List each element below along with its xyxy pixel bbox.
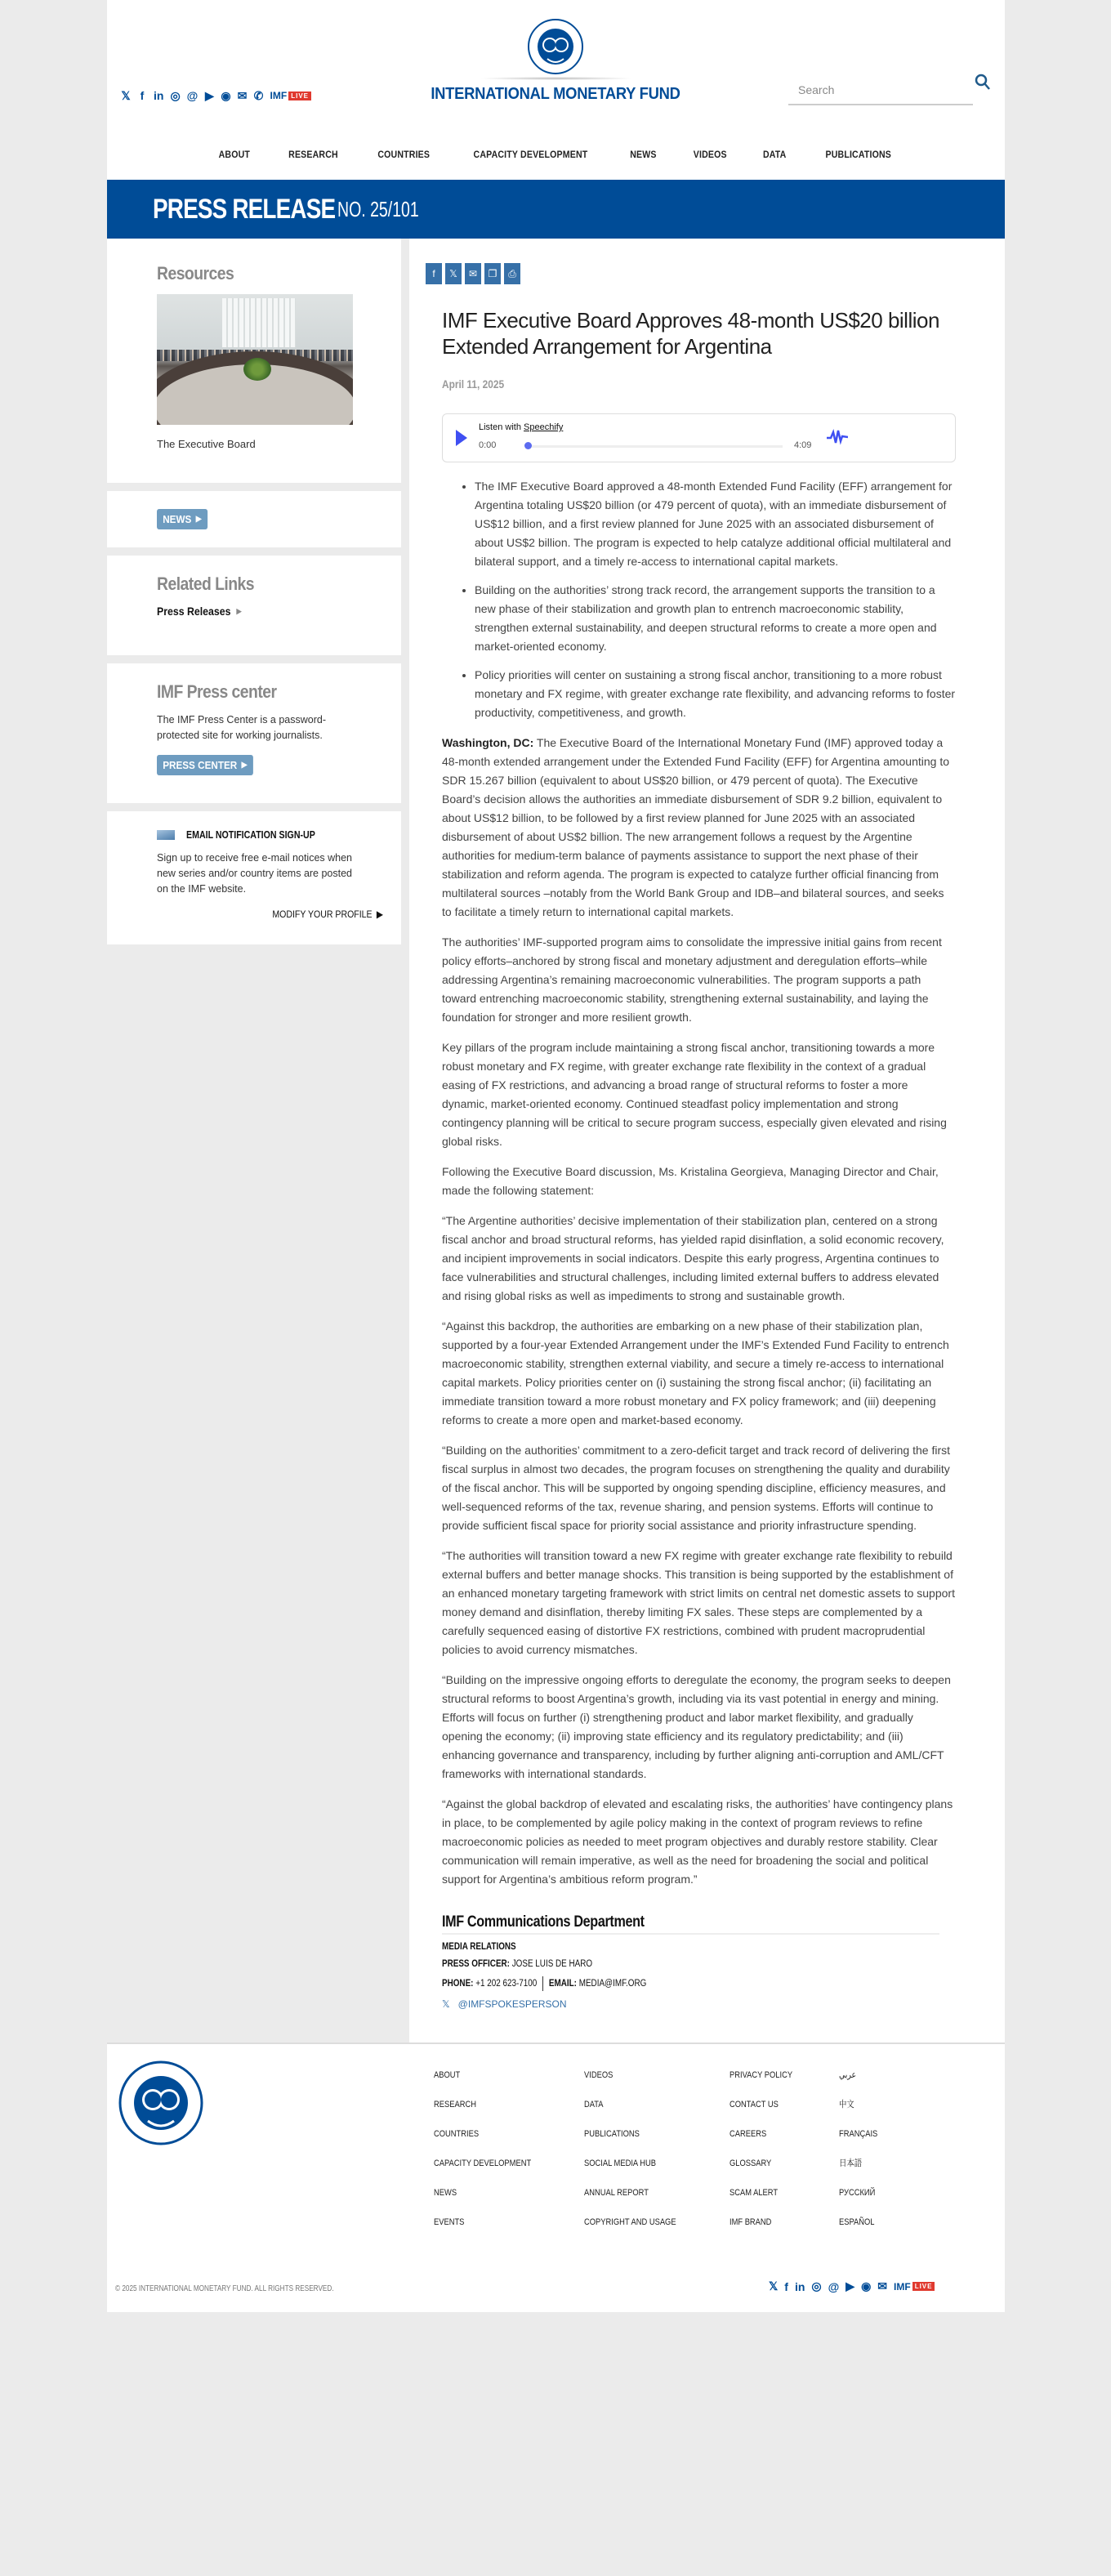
press-center-heading: IMF Press center bbox=[157, 681, 277, 702]
press-officer-name: JOSE LUIS DE HARO bbox=[509, 1959, 593, 1969]
press-center-box bbox=[107, 663, 401, 803]
article-main bbox=[409, 239, 1005, 2042]
facebook-icon[interactable]: f bbox=[784, 2279, 788, 2293]
media-relations bbox=[442, 1942, 884, 1952]
footer-social-links bbox=[769, 2279, 935, 2293]
listen-with-label bbox=[479, 422, 563, 432]
audio-progress-handle[interactable] bbox=[524, 442, 532, 449]
imf-live-link[interactable] bbox=[894, 2281, 935, 2293]
phone-icon[interactable]: ✆ bbox=[253, 89, 264, 102]
phone-label: PHONE: bbox=[442, 1979, 474, 1989]
speechify-player bbox=[442, 413, 956, 462]
modify-profile-link[interactable] bbox=[184, 909, 383, 920]
content-area bbox=[107, 239, 1005, 2042]
photo-caption: The Executive Board bbox=[157, 438, 256, 450]
site-footer bbox=[107, 2042, 1005, 2312]
related-links-heading: Related Links bbox=[157, 574, 255, 594]
linkedin-icon[interactable]: in bbox=[154, 89, 164, 102]
media-relations-label: MEDIA RELATIONS bbox=[442, 1942, 516, 1952]
language-link[interactable]: 中文 bbox=[839, 2100, 854, 2109]
highlight-item: • Building on the authorities’ strong track record, the arrangement supports the transition to a new phase of their stabilization and growth plan to entrench macroeconomic stability, strengthen external sustainability, and deepen structural reforms to create a more open and market-oriented economy. bbox=[475, 581, 956, 656]
footer-link[interactable]: RESEARCH bbox=[434, 2100, 476, 2109]
linkedin-icon[interactable]: in bbox=[794, 2279, 805, 2293]
email-address[interactable]: MEDIA@IMF.ORG bbox=[576, 1979, 647, 1989]
lead-text: The Executive Board of the International Monetary Fund (IMF) approved today a 48-month extended arrangement under the Extended Fund Facility (EFF) for Argentina amounting to SDR 15.267 billion (equivalent to about US$20 billion, or 479 percent of quota). The Executive Board’s decision allows the authorities an immediate disbursement of SDR 9.2 billion, equivalent to about US$12 billion, to be followed by a first review planned for June 2025 with an associated disbursement of about US$2 billion. The new arrangement follows a request by the Argentine authorities for medium-term balance of payments assistance to support the next phase of their stabilization and reform agenda. The program is expected to catalyze further official financing from multilateral sources –notably from the World Bank Group and IDB–and bilateral sources, and seeks to facilitate a timely return to international capital markets. bbox=[442, 736, 950, 918]
main-nav bbox=[107, 149, 1005, 160]
photo-plant bbox=[243, 358, 271, 381]
quote-paragraph: “Against the global backdrop of elevated and escalating risks, the authorities’ have contingency plans in place, to be complemented by agile policy making in the context of program reviews to refine macroeconomic policies as needed to meet program objectives and durably restore stability. Clear communication will remain imperative, as well as the need for broadening the social and political support for Argentina’s ambitious reform program.” bbox=[442, 1797, 953, 1886]
current-time: 0:00 bbox=[479, 440, 497, 450]
communications-contact bbox=[442, 1913, 956, 2010]
header-social-links bbox=[121, 88, 311, 103]
body-paragraph: Key pillars of the program include maintaining a strong fiscal anchor, transitioning towards a more robust monetary and FX regime, with greater exchange rate flexibility in the context of a gradual easing of FX restrictions, and advancing a broad range of structural reforms to foster a more dynamic, market-oriented economy. Continued steadfast policy implementation and strong contingency planning will be critical to secure program success, especially given elevated and rising global risks. bbox=[442, 1041, 947, 1148]
highlights-list bbox=[442, 477, 956, 722]
nav-data[interactable]: DATA bbox=[763, 149, 787, 160]
separator bbox=[542, 1976, 543, 1991]
footer-link[interactable]: COUNTRIES bbox=[434, 2129, 480, 2139]
footer-col-3 bbox=[730, 2069, 804, 2229]
nav-publications[interactable]: PUBLICATIONS bbox=[825, 149, 891, 160]
play-icon[interactable] bbox=[456, 430, 467, 446]
podcast-icon[interactable]: ◉ bbox=[861, 2279, 872, 2293]
youtube-icon[interactable]: ▶ bbox=[846, 2279, 855, 2293]
newsletter-icon[interactable]: ✉ bbox=[877, 2279, 888, 2293]
resources-box bbox=[107, 239, 401, 483]
copyright: © 2025 INTERNATIONAL MONETARY FUND. ALL RIGHTS RESERVED. bbox=[115, 2284, 334, 2293]
imf-live-imf: IMF bbox=[894, 2280, 911, 2293]
news-box bbox=[107, 491, 401, 547]
x-icon[interactable]: 𝕏 bbox=[121, 89, 131, 102]
press-officer-label: PRESS OFFICER: bbox=[442, 1959, 510, 1969]
body-paragraph: The authorities’ IMF-supported program aims to consolidate the impressive initial gains from recent policy efforts–anchored by strong fiscal and monetary adjustment and deregulation efforts–while addressing Argentina’s remaining macroeconomic vulnerabilities. The program supports a path toward entrenching macroeconomic stability, strengthening external sustainability, and laying the foundation for stronger and more resilient growth. bbox=[442, 935, 942, 1024]
print-icon[interactable]: ⎙ bbox=[504, 263, 520, 284]
language-link[interactable]: FRANÇAIS bbox=[839, 2129, 878, 2139]
envelope-icon bbox=[157, 830, 175, 840]
highlight-item: • Policy priorities will center on sustaining a strong fiscal anchor, transitioning to a more robust monetary and FX regime, with greater exchange rate flexibility, and advancing reforms to foster productivity, competitiveness, and growth. bbox=[475, 666, 956, 722]
imf-seal-logo[interactable] bbox=[118, 2060, 203, 2145]
imf-live-badge: LIVE bbox=[912, 2282, 935, 2291]
speechify-wave-icon[interactable] bbox=[827, 429, 848, 445]
footer-link[interactable]: COPYRIGHT AND USAGE bbox=[584, 2217, 676, 2227]
language-link[interactable]: РУССКИЙ bbox=[839, 2188, 876, 2198]
article-title: IMF Executive Board Approves 48-month US$20 billion Extended Arrangement for Argentina bbox=[442, 308, 939, 359]
sidebar bbox=[107, 239, 401, 2042]
nav-research[interactable]: RESEARCH bbox=[288, 149, 338, 160]
press-release-banner bbox=[107, 180, 1005, 239]
footer-link[interactable]: CAREERS bbox=[730, 2129, 767, 2139]
site-title[interactable]: INTERNATIONAL MONETARY FUND bbox=[431, 85, 680, 103]
footer-col-2 bbox=[584, 2069, 692, 2229]
press-release-number: NO. 25/101 bbox=[337, 196, 420, 221]
search-icon[interactable] bbox=[975, 74, 991, 92]
threads-icon[interactable]: @ bbox=[186, 89, 199, 102]
listen-prefix: Listen with bbox=[479, 422, 524, 432]
quote-paragraph: “The Argentine authorities’ decisive implementation of their stabilization plan, centered on a strong fiscal anchor and broad structural reforms, has yielded rapid disinflation, a solid economic recovery, and incipient improvements in social indicators. Despite this early progress, Argentina continues to face vulnerabilities and structural challenges, including limited external buffers to address elevated and rising global risks as well as impediments to strong and sustainable growth. bbox=[442, 1214, 944, 1302]
logo-divider bbox=[479, 77, 634, 80]
footer-link[interactable]: PUBLICATIONS bbox=[584, 2129, 640, 2139]
email-signup-header[interactable] bbox=[157, 829, 401, 841]
press-releases-link[interactable] bbox=[157, 605, 242, 618]
press-center-button[interactable] bbox=[157, 755, 253, 775]
arrow-right-icon: ▶ bbox=[376, 909, 383, 920]
language-link[interactable]: عربي bbox=[839, 2070, 857, 2080]
twitter-link[interactable] bbox=[442, 1998, 956, 2010]
x-icon[interactable]: 𝕏 bbox=[445, 263, 462, 284]
article-date: April 11, 2025 bbox=[442, 377, 505, 391]
highlight-item: • The IMF Executive Board approved a 48-month Extended Fund Facility (EFF) arrangement for Argentina totaling US$20 billion (or 479 percent of quota), with an immediate disbursement of US$12 billion, and a first review planned for June 2025 with an associated disbursement of about US$2 billion. The program is expected to help catalyze additional official multilateral and bilateral support, and a timely re-access to international capital markets. bbox=[475, 477, 956, 571]
phone-number[interactable]: +1 202 623-7100 bbox=[473, 1979, 538, 1989]
imf-live-link[interactable] bbox=[270, 90, 311, 101]
instagram-icon[interactable]: ◎ bbox=[811, 2279, 822, 2293]
facebook-icon[interactable]: f bbox=[426, 263, 442, 284]
footer-link[interactable]: DATA bbox=[584, 2100, 604, 2109]
language-link[interactable]: ESPAÑOL bbox=[839, 2217, 875, 2227]
search-input[interactable] bbox=[788, 78, 973, 102]
email-signup-box bbox=[107, 811, 401, 944]
communications-heading: IMF Communications Department bbox=[442, 1913, 645, 1931]
email-signup-heading: EMAIL NOTIFICATION SIGN-UP bbox=[186, 829, 315, 841]
facebook-icon[interactable]: f bbox=[140, 89, 145, 102]
press-center-text: The IMF Press Center is a password-protected site for working journalists. bbox=[157, 714, 327, 741]
footer-link[interactable]: SOCIAL MEDIA HUB bbox=[584, 2159, 656, 2168]
footer-link[interactable]: GLOSSARY bbox=[730, 2159, 772, 2168]
nav-capacity-development[interactable]: CAPACITY DEVELOPMENT bbox=[473, 149, 588, 160]
body-paragraph: Following the Executive Board discussion, Ms. Kristalina Georgieva, Managing Director and Chair, made the following statement: bbox=[442, 1165, 939, 1197]
instagram-icon[interactable]: ◎ bbox=[170, 89, 181, 102]
footer-link[interactable]: EVENTS bbox=[434, 2217, 465, 2227]
twitter-handle: @IMFSPOKESPERSON bbox=[457, 1998, 567, 2010]
nav-videos[interactable]: VIDEOS bbox=[693, 149, 727, 160]
news-button[interactable] bbox=[157, 509, 207, 529]
resources-heading: Resources bbox=[157, 263, 234, 283]
quote-paragraph: “Building on the impressive ongoing efforts to deregulate the economy, the program seeks to deepen structural reforms to boost Argentina’s growth, including via its vast potential in energy and mining. Efforts will focus on further (i) strengthening product and labor market flexibility, and gradually opening the economy; (ii) improving state efficiency and its regulatory predictability; and (iii) enhancing governance and transparency, including by further aligning anti-corruption and AML/CFT frameworks with international standards. bbox=[442, 1673, 951, 1780]
arrow-right-icon: ▶ bbox=[241, 761, 248, 770]
nav-about[interactable]: ABOUT bbox=[218, 149, 250, 160]
youtube-icon[interactable]: ▶ bbox=[204, 89, 214, 102]
photo-windows bbox=[222, 298, 296, 347]
footer-link[interactable]: VIDEOS bbox=[584, 2070, 614, 2080]
duration: 4:09 bbox=[794, 440, 812, 450]
speechify-link[interactable]: Speechify bbox=[524, 422, 564, 432]
imf-seal-logo[interactable] bbox=[527, 18, 584, 75]
imf-live-imf: IMF bbox=[270, 90, 288, 101]
footer-link[interactable]: CONTACT US bbox=[730, 2100, 779, 2109]
footer-link[interactable]: CAPACITY DEVELOPMENT bbox=[434, 2159, 532, 2168]
divider bbox=[442, 1933, 939, 1935]
podcast-icon[interactable]: ◉ bbox=[221, 89, 231, 102]
footer-link[interactable]: ANNUAL REPORT bbox=[584, 2188, 649, 2198]
email-signup-text: Sign up to receive free e-mail notices when new series and/or country items are posted on the IMF website. bbox=[157, 852, 353, 895]
arrow-right-icon: ▶ bbox=[195, 515, 202, 524]
executive-board-photo[interactable] bbox=[157, 294, 353, 425]
banner-label: PRESS RELEASE bbox=[153, 193, 336, 225]
lead-paragraph bbox=[442, 734, 956, 922]
audio-progress-track[interactable] bbox=[528, 445, 783, 448]
footer-link[interactable]: IMF BRAND bbox=[730, 2217, 772, 2227]
language-link[interactable]: 日本語 bbox=[839, 2159, 863, 2168]
quote-paragraph: “Building on the authorities’ commitment to a zero-deficit target and track record of delivering the first fiscal surplus in almost two decades, the program focuses on strengthening the quality and durability of the fiscal anchor. This will be supported by ongoing spending discipline, efficiency measures, and well-sequenced reforms of the tax, revenue sharing, and pension systems. Efforts will continue to provide sufficient fiscal space for priority social assistance and priority infrastructure spending. bbox=[442, 1444, 950, 1532]
email-label: EMAIL: bbox=[548, 1979, 577, 1989]
related-links-box bbox=[107, 556, 401, 655]
imf-live-badge: LIVE bbox=[288, 92, 311, 100]
press-center-button-label: PRESS CENTER bbox=[163, 759, 238, 771]
footer-col-1 bbox=[434, 2069, 548, 2229]
nav-news[interactable]: NEWS bbox=[630, 149, 657, 160]
press-releases-label: Press Releases bbox=[157, 605, 231, 618]
footer-link[interactable]: ABOUT bbox=[434, 2070, 461, 2080]
x-icon[interactable]: 𝕏 bbox=[769, 2279, 779, 2293]
footer-link[interactable]: SCAM ALERT bbox=[730, 2188, 779, 2198]
nav-countries[interactable]: COUNTRIES bbox=[377, 149, 430, 160]
x-icon: 𝕏 bbox=[442, 1998, 450, 2010]
news-button-label: NEWS bbox=[163, 513, 192, 525]
page bbox=[107, 0, 1005, 2312]
arrow-right-icon: ▶ bbox=[236, 606, 242, 615]
footer-link[interactable]: NEWS bbox=[434, 2188, 457, 2198]
site-header bbox=[107, 0, 1005, 180]
footer-link[interactable]: PRIVACY POLICY bbox=[730, 2070, 793, 2080]
phone-email-line bbox=[442, 1976, 884, 1991]
search-box bbox=[788, 78, 973, 105]
newsletter-icon[interactable]: ✉ bbox=[237, 89, 248, 102]
copy-icon[interactable]: ❐ bbox=[484, 263, 501, 284]
quote-paragraph: “Against this backdrop, the authorities are embarking on a new phase of their stabilization plan, supported by a four-year Extended Arrangement under the IMF’s Extended Fund Facility to entrench macroeconomic stability, strengthen external viability, and secure a timely re-access to international capital markets. Policy priorities center on (i) sustaining the strong fiscal anchor; (ii) facilitating an immediate transition toward a more robust monetary and FX policy framework; and (iii) deepening reforms to create a more open and market-based economy. bbox=[442, 1319, 949, 1426]
footer-languages bbox=[839, 2069, 885, 2229]
modify-profile-label: MODIFY YOUR PROFILE bbox=[272, 909, 373, 920]
threads-icon[interactable]: @ bbox=[828, 2279, 840, 2293]
email-icon[interactable]: ✉ bbox=[465, 263, 481, 284]
share-toolbar bbox=[426, 263, 956, 284]
press-officer bbox=[442, 1959, 884, 1969]
quote-paragraph: “The authorities will transition toward a new FX regime with greater exchange rate flexibility to rebuild external buffers and better manage shocks. This transition is being supported by the establishment of an enhanced monetary targeting framework with strict limits on central net domestic assets to support money demand and disinflation, thereby limiting FX sales. These steps are complemented by a carefully sequenced easing of distortive FX restrictions, combined with prudent macroprudential policies to avoid currency mismatches. bbox=[442, 1549, 955, 1656]
dateline: Washington, DC: bbox=[442, 736, 534, 749]
